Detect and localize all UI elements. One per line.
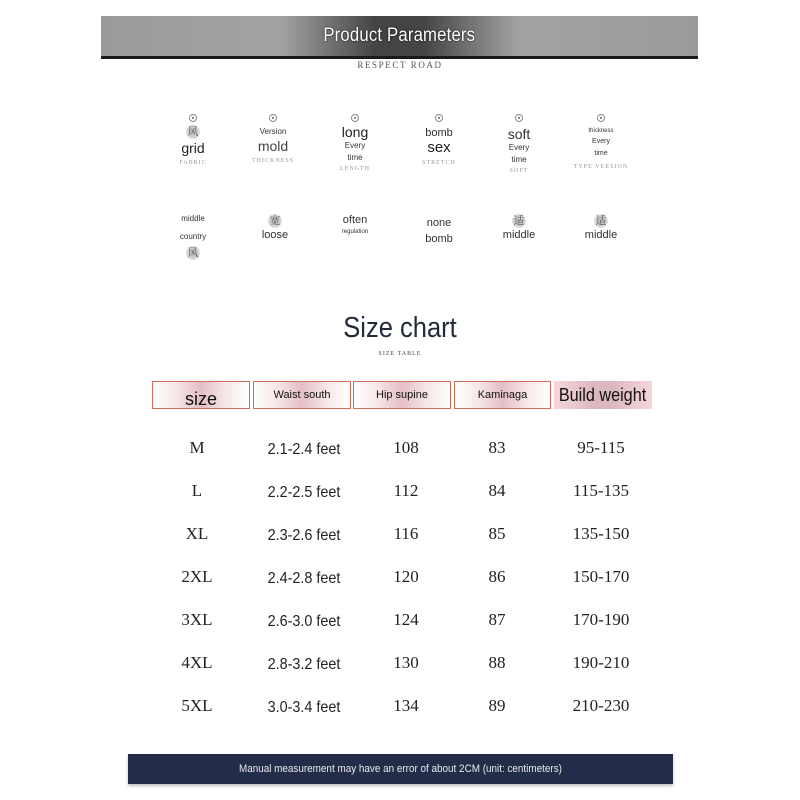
param-value: Every [508, 143, 530, 152]
size-chart-subtitle: SIZE TABLE [378, 351, 422, 357]
glyph-icon: 风 [187, 247, 199, 259]
cell-hip: 120 [393, 567, 419, 586]
header-label: Kaminaga [477, 389, 528, 401]
param-fabric [158, 114, 228, 166]
bullet-icon [515, 114, 523, 122]
cell-size: 2XL [181, 567, 213, 586]
param-style [158, 213, 228, 261]
cell-weight: 135-150 [572, 524, 630, 543]
glyph-icon: 风 [187, 126, 199, 138]
param-fit [240, 211, 310, 241]
param-elasticity [404, 215, 474, 247]
cell-waist: 2.8-3.2 feet [267, 656, 341, 673]
cell-weight: 150-170 [572, 567, 630, 586]
header-length [454, 381, 551, 409]
header-label: Hip supine [376, 389, 428, 401]
cell-waist: 2.1-2.4 feet [267, 441, 341, 458]
param-length [320, 114, 390, 172]
cell-size: 4XL [181, 653, 213, 672]
param-value: bomb [425, 127, 453, 139]
cell-size: M [189, 438, 205, 457]
param-label: TYPE VERSION [573, 164, 629, 170]
cell-hip: 116 [393, 524, 419, 543]
cell-hip: 108 [393, 438, 419, 457]
bullet-icon [351, 114, 359, 122]
cell-weight: 170-190 [572, 610, 630, 629]
glyph-icon: 适 [513, 215, 525, 227]
param-value: grid [181, 140, 205, 156]
cell-waist: 2.4-2.8 feet [267, 570, 341, 587]
param-value: loose [261, 229, 289, 241]
cell-hip: 130 [393, 653, 419, 672]
cell-hip: 112 [393, 481, 419, 500]
cell-weight: 190-210 [572, 653, 630, 672]
bullet-icon [435, 114, 443, 122]
cell-weight: 115-135 [572, 481, 630, 500]
cell-waist: 2.3-2.6 feet [267, 527, 341, 544]
header-hip [353, 381, 451, 409]
cell-size: 5XL [181, 696, 213, 715]
param-thickness [238, 114, 308, 164]
header-waist [253, 381, 351, 409]
footer-note [128, 754, 673, 784]
cell-length: 86 [488, 567, 506, 586]
param-label: SOFT [509, 168, 529, 174]
param-suitable-2 [566, 211, 636, 241]
glyph-icon: 宽 [269, 215, 281, 227]
param-value: long [341, 124, 369, 140]
param-label: LENGTH [340, 166, 370, 172]
param-value: country [179, 232, 207, 241]
cell-hip: 124 [393, 610, 419, 629]
param-label: FABRIC [179, 160, 207, 166]
bullet-icon [597, 114, 605, 122]
cell-length: 87 [488, 610, 506, 629]
header-label: Waist south [273, 389, 331, 401]
param-label: THICKNESS [251, 158, 294, 164]
param-value: thickness [588, 128, 614, 134]
param-value: often [342, 214, 368, 226]
param-value: middle [502, 229, 536, 241]
param-value: sex [427, 139, 451, 156]
cell-size: XL [185, 524, 209, 543]
cell-waist: 3.0-3.4 feet [267, 699, 341, 716]
header-banner [101, 16, 698, 59]
param-value: regulation [341, 229, 369, 235]
param-type-version [566, 114, 636, 170]
cell-length: 83 [488, 438, 506, 457]
cell-waist: 2.6-3.0 feet [267, 613, 341, 630]
param-value: mold [257, 138, 289, 154]
cell-size: L [191, 481, 203, 500]
param-value: Every [592, 138, 610, 145]
param-value: Version [259, 127, 287, 136]
page-title: Product Parameters [323, 25, 476, 46]
cell-hip: 134 [393, 696, 419, 715]
param-label: STRETCH [422, 160, 456, 166]
param-value: none [426, 217, 452, 229]
cell-weight: 210-230 [572, 696, 630, 715]
cell-length: 88 [488, 653, 506, 672]
param-value: middle [584, 229, 618, 241]
param-stretch [404, 114, 474, 166]
header-size [152, 381, 250, 409]
size-chart-title: Size chart [343, 312, 457, 344]
brand-subtitle: RESPECT ROAD [357, 60, 443, 70]
glyph-icon: 适 [595, 215, 607, 227]
param-value: soft [507, 126, 531, 142]
header-label: Build weight [559, 384, 647, 405]
param-value: time [347, 153, 363, 162]
cell-size: 3XL [181, 610, 213, 629]
cell-waist: 2.2-2.5 feet [267, 484, 341, 501]
param-regulation [320, 213, 390, 237]
cell-length: 89 [488, 696, 506, 715]
param-value: bomb [425, 233, 453, 245]
bullet-icon [269, 114, 277, 122]
param-soft [484, 114, 554, 174]
bullet-icon [189, 114, 197, 122]
header-label: size [184, 388, 217, 409]
footer-text: Manual measurement may have an error of about 2CM (unit: centimeters) [238, 763, 562, 775]
param-suitable-1 [484, 211, 554, 241]
header-weight [554, 381, 652, 409]
param-value: Every [344, 141, 366, 150]
cell-weight: 95-115 [577, 438, 625, 457]
param-value: time [511, 155, 527, 164]
param-value: middle [181, 214, 205, 223]
param-value: time [594, 150, 608, 157]
cell-length: 84 [488, 481, 506, 500]
cell-length: 85 [488, 524, 506, 543]
